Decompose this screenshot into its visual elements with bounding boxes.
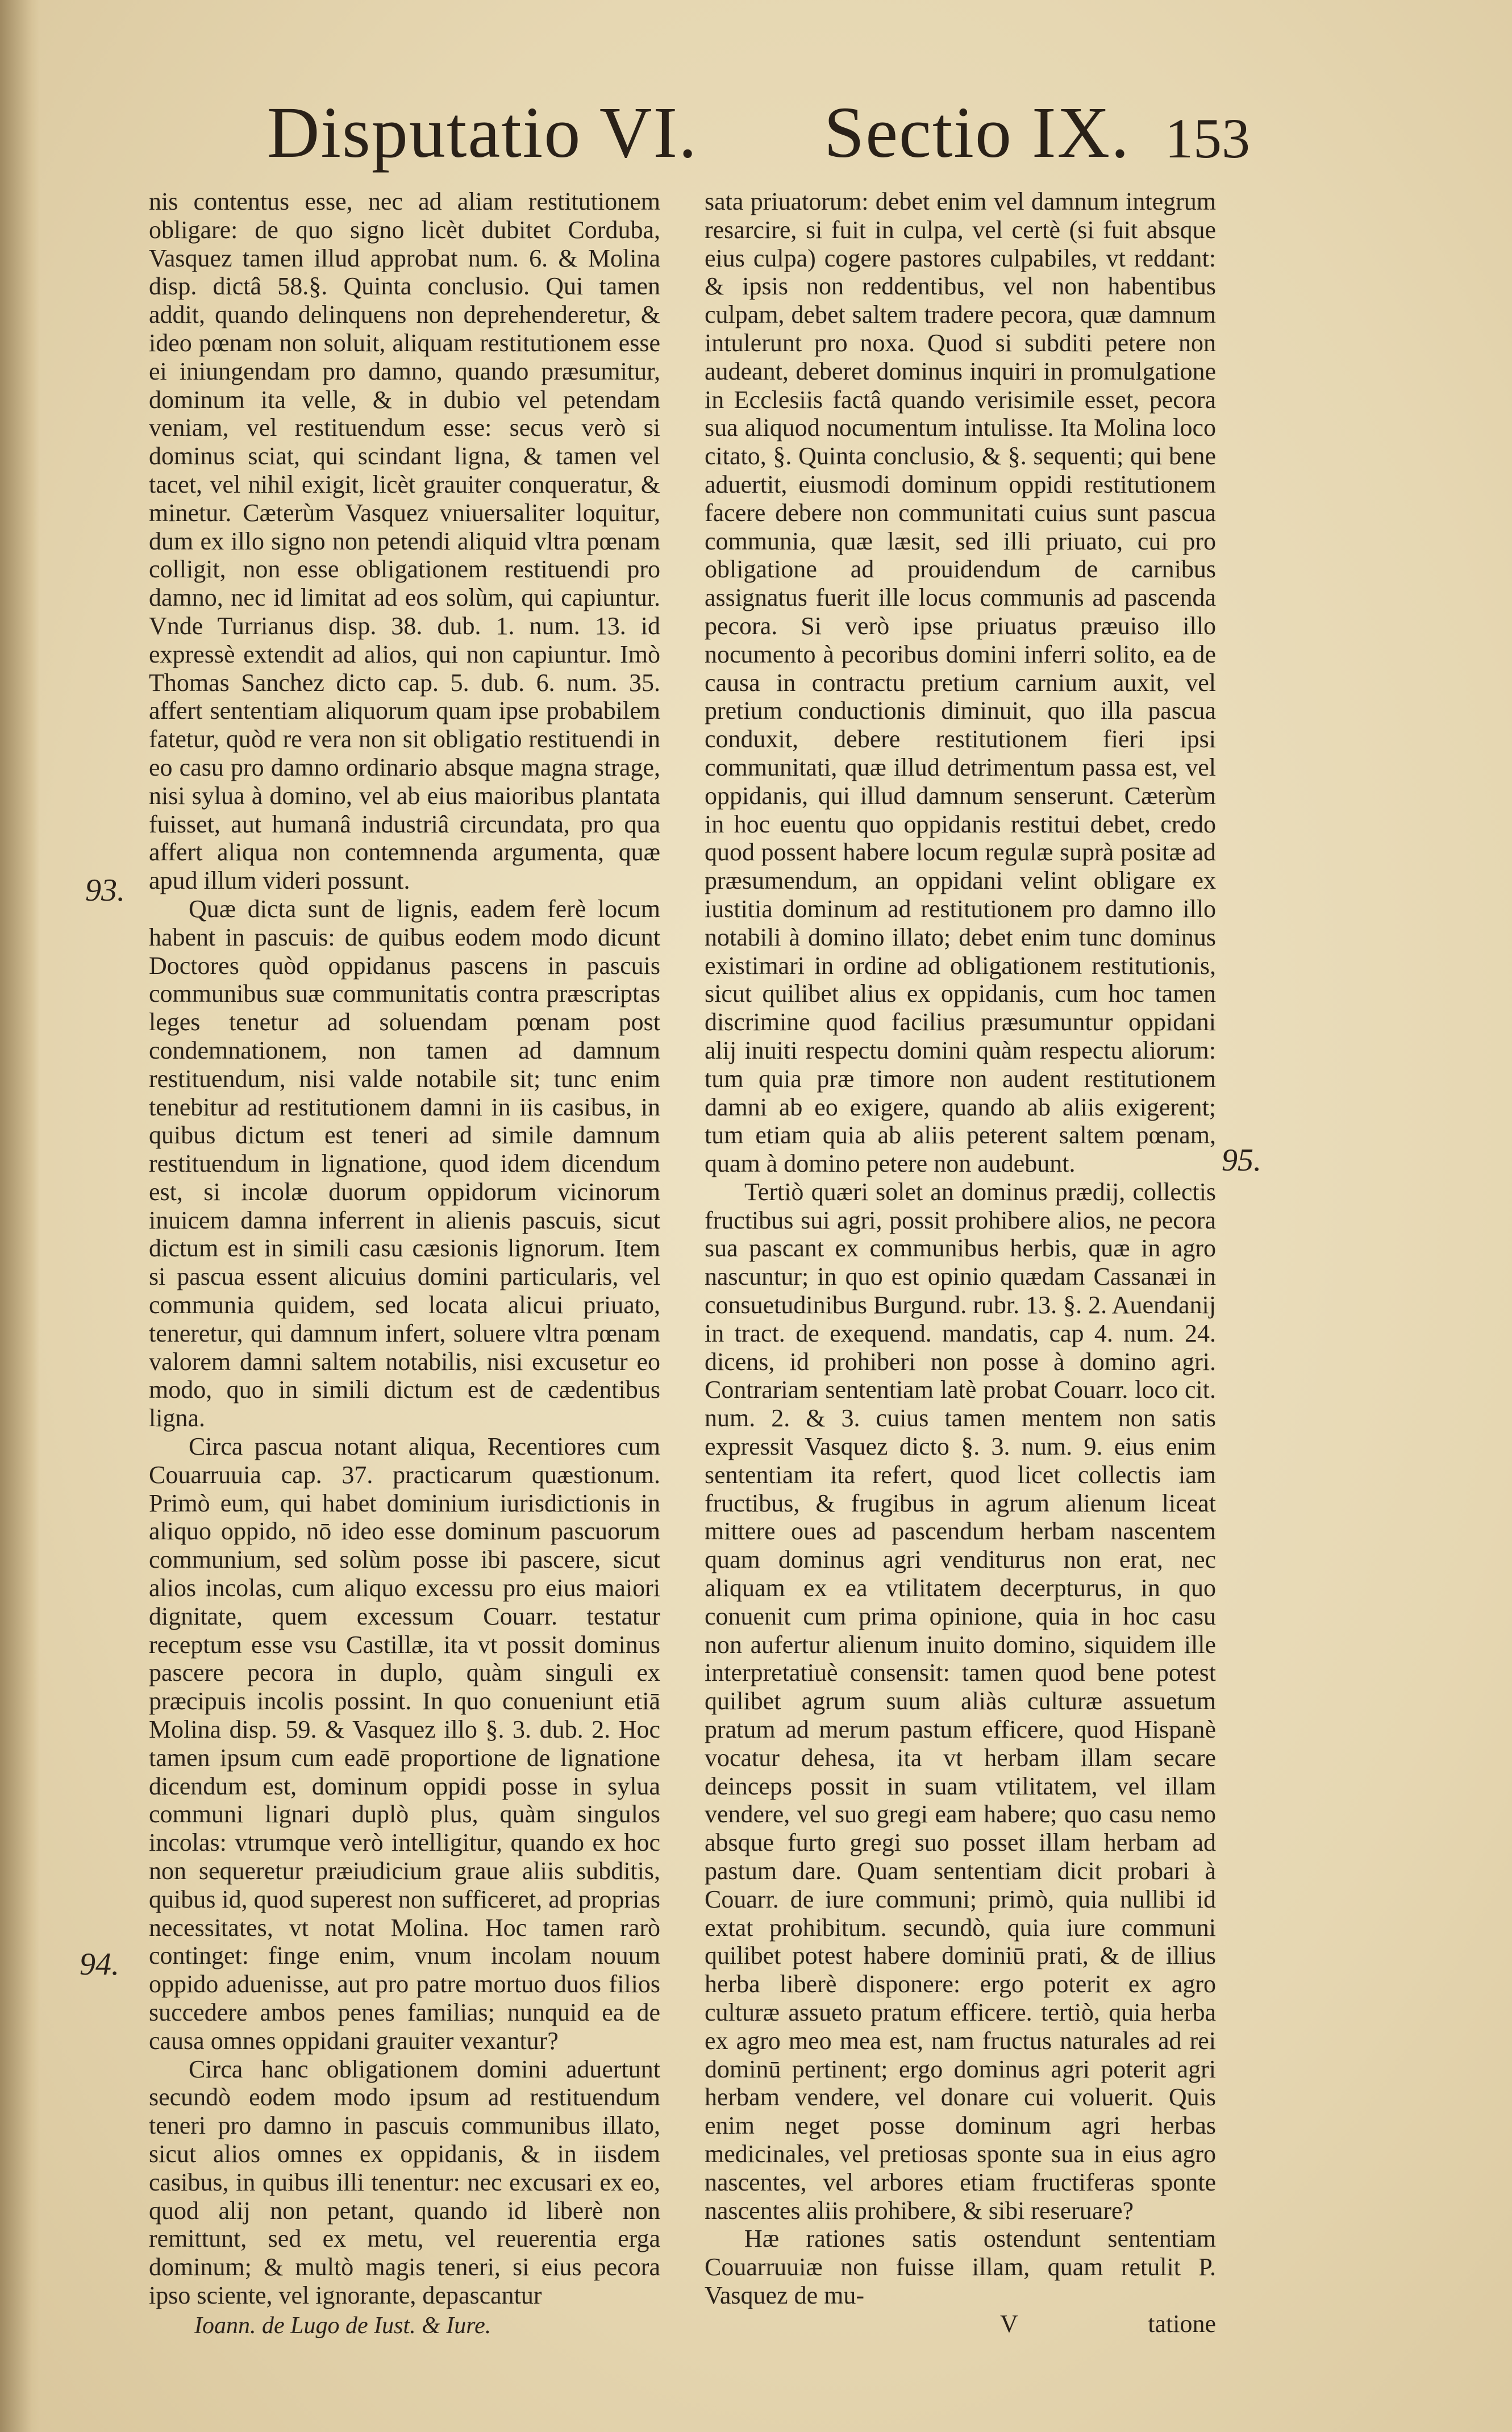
header-sectio: Sectio IX. xyxy=(824,92,1130,173)
paragraph: Circa hanc obligationem domini aduertunt secundò eodem modo ipsum ad restituendum teneri pro damno in pascuis communibus illato, sicut alios omnes ex oppidanis, & in iisdem casibus, in quibus illi tenentur: nec excusari ex eo, quod alij non petant, quando id liberè non remittunt, sed ex metu, vel reuerentia erga dominum; & multò magis teneri, si eius pecora ipso sciente, vel ignorante, depascantur xyxy=(149,2055,660,2309)
footer-author: Ioann. de Lugo de Iust. & Iure. xyxy=(194,2312,491,2339)
catchword: tatione xyxy=(1148,2309,1216,2338)
footer xyxy=(149,2312,660,2341)
margin-number-95: 95. xyxy=(1222,1143,1261,1178)
paragraph: Circa pascua notant aliqua, Recentiores cum Couarruuia cap. 37. practicarum quæstionum. Primò eum, qui habet dominium iurisdictionis in aliquo oppido, nō ideo esse dominum pascuorum communium, sed solùm posse ibi pascere, sicut alios incolas, cum aliquo excessu pro eius maiori dignitate, quem excessum Couarr. testatur receptum esse vsu Castillæ, ita vt possit dominus pascere pecora in duplo, quàm singuli ex præcipuis incolis possint. In quo conueniunt etiā Molina disp. 59. & Vasquez illo §. 3. dub. 2. Hoc tamen ipsum cum eadē proportione de lignatione dicendum est, dominum oppidi posse in sylua communi lignari duplò plus, quàm singulos incolas: vtrumque verò intelligitur, quando ex hoc non sequeretur præiudicium graue aliis subditis, quibus id, quod superest non sufficeret, ad proprias necessitates, vt notat Molina. Hoc tamen rarò continget: finge enim, vnum incolam nouum oppido aduenisse, aut pro patre mortuo duos filios succedere ambos penes familias; nunquid ea de causa omnes oppidani grauiter vexantur? xyxy=(149,1432,660,2055)
signature-mark: V xyxy=(1000,2309,1018,2338)
margin-number-94: 94. xyxy=(80,1947,119,1982)
signature-line xyxy=(705,2310,1216,2338)
left-column xyxy=(149,188,660,2341)
paragraph: Quæ dicta sunt de lignis, eadem ferè locum habent in pascuis: de quibus eodem modo dicunt Doctores quòd oppidanus pascens in pascuis communibus suæ communitatis contra præscriptas leges tenetur ad soluendam pœnam post condemnationem, non tamen ad damnum restituendum, nisi valde notabile sit; tunc enim tenebitur ad restitutionem damni in iis casibus, in quibus dictum est teneri ad simile damnum restituendum in lignatione, quod idem dicendum est, si incolæ duorum oppidorum vicinorum inuicem damna inferrent in alienis pascuis, sicut dictum est in simili casu cæsionis lignorum. Item si pascua essent alicuius domini particularis, vel communia quidem, sed locata alicui priuato, teneretur, qui damnum infert, soluere vltra pœnam valorem damni saltem notabilis, nisi excusetur eo modo, quo in simili dictum est de cædentibus ligna. xyxy=(149,894,660,1432)
page-number: 153 xyxy=(1165,107,1250,170)
header-disputatio: Disputatio VI. xyxy=(267,92,698,173)
right-column xyxy=(705,188,1216,2338)
paragraph: Tertiò quæri solet an dominus prædij, collectis fructibus sui agri, possit prohibere alios, ne pecora sua pascant ex communibus herbis, quæ in agro nascuntur; in quo est opinio quædam Cassanæi in consuetudinibus Burgund. rubr. 13. §. 2. Auendanij in tract. de exequend. mandatis, cap 4. num. 24. dicens, id prohiberi non posse à domino agri. Contrariam sententiam latè probat Couarr. loco cit. num. 2. & 3. cuius tamen mentem non satis expressit Vasquez dicto §. 3. num. 9. eius enim sententiam ita refert, quod licet collectis iam fructibus, & frugibus in agrum alienum liceat mittere oues ad pascendum herbam nascentem quam dominus agri venditurus non erat, nec aliquam ex ea vtilitatem decerpturus, in quo conuenit cum prima opinione, quia in hoc casu non aufertur alienum inuito domino, siquidem ille interpretatiuè consensit: tamen quod bene potest quilibet agrum suum aliàs culturæ assuetum pratum ad merum pastum efficere, quod Hispanè vocatur dehesa, ita vt herbam illam secare deinceps possit in suam vtilitatem, vel illam vendere, vel suo gregi eam habere; quo casu nemo absque furto gregi suo posset illam herbam ad pastum dare. Quam sententiam dicit probari à Couarr. de iure communi; primò, quia nullibi id extat prohibitum. secundò, quia iure communi quilibet potest habere dominiū prati, & de illius herba liberè disponere: ergo poterit ex agro culturæ assueto pratum efficere. tertiò, quia herba ex agro meo mea est, nam fructus naturales ad rei dominū pertinent; ergo dominus agri poterit agri herbam vendere, vel donare cui voluerit. Quis enim neget posse dominum agri herbas medicinales, vel pretiosas sponte sua in eius agro nascentes, vel arbores etiam fructiferas sponte nascentes aliis prohibere, & sibi reseruare? xyxy=(705,1177,1216,2225)
paragraph: Hæ rationes satis ostendunt sententiam Couarruuiæ non fuisse illam, quam retulit P. Vasquez de mu- xyxy=(705,2225,1216,2309)
running-header xyxy=(267,91,1250,176)
paragraph: sata priuatorum: debet enim vel damnum integrum resarcire, si fuit in culpa, vel certè (si fuit absque eius culpa) cogere pastores culpabiles, vt reddant: & ipsis non reddentibus, vel non habentibus culpam, debet saltem tradere pecora, quæ damnum intulerunt pro noxa. Quod si subditi petere non audeant, deberet dominus inquiri in promulgatione in Ecclesiis factâ quando verisimile esset, pecora sua aliquod nocumentum intulisse. Ita Molina loco citato, §. Quinta conclusio, & §. sequenti; qui bene aduertit, eiusmodi dominum oppidi restitutionem facere debere non communitati cuius sunt pascua communia, quæ læsit, sed illi priuato, cui pro obligatione ad prouidendum de carnibus assignatus fuerit ille locus communis ad pascenda pecora. Si verò ipse priuatus præuiso illo nocumento à pecoribus domini inferri solito, ea de causa in contractu pretium carnium auxit, vel pretium conductionis diminuit, quo illa pascua conduxit, debere restitutionem fieri ipsi communitati, quæ illud detrimentum passa est, vel oppidanis, qui illud damnum senserunt. Cæterùm in hoc euentu quo oppidanis restitui debet, credo quod possent habere locum regulæ suprà positæ ad præsumendum, an oppidani velint obligare ex iustitia dominum ad restitutionem pro damno illo notabili à domino illato; debet enim tunc dominus existimari in ordine ad obligationem restitutionis, sicut quilibet alius ex oppidanis, cum hoc tamen discrimine quod facilius præsumuntur oppidani alij inuiti respectu domini quàm respectu aliorum: tum quia præ timore non audent restitutionem damni ab eo exigere, quando ab aliis exigerent; tum etiam quia ab aliis peterent saltem pœnam, quam à domino petere non audebunt. xyxy=(705,188,1216,1178)
margin-number-93: 93. xyxy=(85,873,125,908)
paragraph: nis contentus esse, nec ad aliam restitutionem obligare: de quo signo licèt dubitet Corduba, Vasquez tamen illud approbat num. 6. & Molina disp. dictâ 58.§. Quinta conclusio. Qui tamen addit, quando delinquens non deprehenderetur, & ideo pœnam non soluit, aliquam restitutionem esse ei iniungendam pro damno, quando præsumitur, dominum ita velle, & in dubio vel petendam veniam, vel restituendum esse: secus verò si dominus sciat, qui scindant ligna, & tamen vel tacet, vel nihil exigit, licèt grauiter conqueratur, & minetur. Cæterùm Vasquez vniuersaliter loquitur, dum ex illo signo non petendi aliquid vltra pœnam colligit, non esse obligationem restituendi pro damno, nec id limitat ad eos solùm, qui capiuntur. Vnde Turrianus disp. 38. dub. 1. num. 13. id expressè extendit ad alios, qui non capiuntur. Imò Thomas Sanchez dicto cap. 5. dub. 6. num. 35. affert sententiam aliquorum quam ipse probabilem fatetur, quòd re vera non sit obligatio restituendi in eo casu pro damno ordinario absque magna strage, nisi sylua à domino, vel ab eius maioribus plantata fuisset, aut humanâ industriâ circundata, pro qua affert aliqua non contemnenda argumenta, quæ apud illum videri possunt. xyxy=(149,188,660,895)
binding-gutter xyxy=(0,0,40,2432)
